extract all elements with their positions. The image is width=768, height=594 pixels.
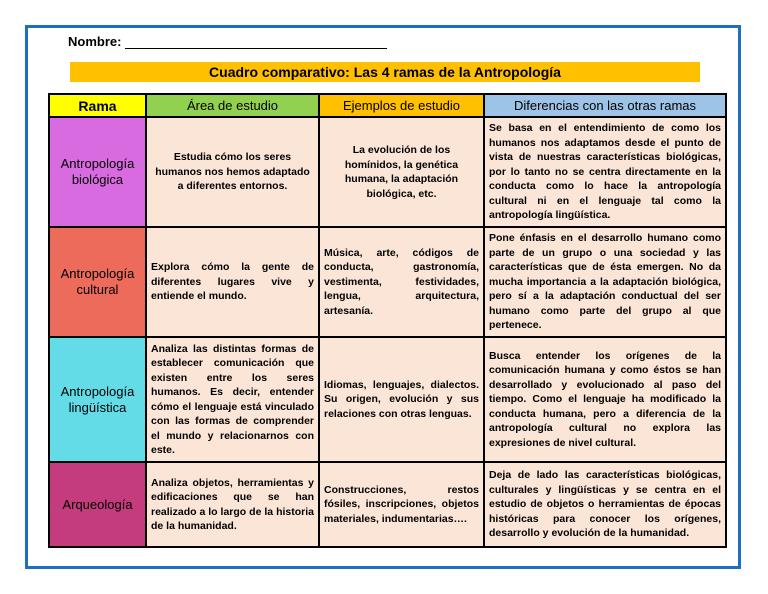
diferencias-cell: Se basa en el entendimiento de como los humanos nos adaptamos desde el punto de vista de nuestras características biológicas, por lo tanto no se centra directamente en la conducta como lo hace la antropología cultural ni en el lenguaje tal como la antropología lingüística. (484, 117, 726, 227)
ejemplos-cell: Construcciones, restos fósiles, inscripciones, objetos materiales, indumentarias…. (319, 462, 484, 547)
ejemplos-cell: Música, arte, códigos de conducta, gastronomía, vestimenta, festividades, lengua, arquitectura, artesanía. (319, 227, 484, 337)
rama-cell: Antropología cultural (49, 227, 146, 337)
table-row (49, 117, 726, 227)
rama-cell: Antropología biológica (49, 117, 146, 227)
table-row (49, 337, 726, 462)
rama-cell: Antropología lingüística (49, 337, 146, 462)
ejemplos-cell: La evolución de los homínidos, la genética humana, la adaptación biológica, etc. (319, 117, 484, 227)
header-rama: Rama (49, 94, 146, 117)
table-row (49, 462, 726, 547)
diferencias-cell: Busca entender los orígenes de la comunicación humana y como éstos se han desarrollado y evolucionado al paso del tiempo. Como el lenguaje ha modificado la conducta humana, pero a diferencia de la antropología cultural no explora las expresiones de nivel cultural. (484, 337, 726, 462)
header-ejemplos: Ejemplos de estudio (319, 94, 484, 117)
table-header-row (49, 94, 726, 117)
name-label: Nombre: (68, 34, 122, 49)
table-row (49, 227, 726, 337)
comparison-table (48, 93, 727, 548)
area-cell: Estudia cómo los seres humanos nos hemos adaptado a diferentes entornos. (146, 117, 319, 227)
area-cell: Analiza objetos, herramientas y edificaciones que se han realizado a lo largo de la historia de la humanidad. (146, 462, 319, 547)
ejemplos-cell: Idiomas, lenguajes, dialectos. Su origen, evolución y sus relaciones con otras lenguas. (319, 337, 484, 462)
diferencias-cell: Deja de lado las características biológicas, culturales y lingüísticas y se centra en el estudio de objetos o herramientas de épocas históricas para conocer los orígenes, desarrollo y evolución de la humanidad. (484, 462, 726, 547)
area-cell: Explora cómo la gente de diferentes lugares vive y entiende el mundo. (146, 227, 319, 337)
rama-cell: Arqueología (49, 462, 146, 547)
page-title: Cuadro comparativo: Las 4 ramas de la Antropología (70, 62, 700, 82)
name-field-line[interactable] (125, 34, 387, 49)
header-area: Área de estudio (146, 94, 319, 117)
area-cell: Analiza las distintas formas de establecer comunicación que existen entre los seres humanos. Es decir, entender cómo el lenguaje está vinculado con las formas de comprender el mundo y relacionarnos con este. (146, 337, 319, 462)
diferencias-cell: Pone énfasis en el desarrollo humano como parte de un grupo o una sociedad y las características que de ésta emergen. No da mucha importancia a la adaptación biológica, pero sí a la adaptación conductual del ser humano como parte del grupo al que pertenece. (484, 227, 726, 337)
header-diferencias: Diferencias con las otras ramas (484, 94, 726, 117)
name-row (68, 34, 387, 49)
